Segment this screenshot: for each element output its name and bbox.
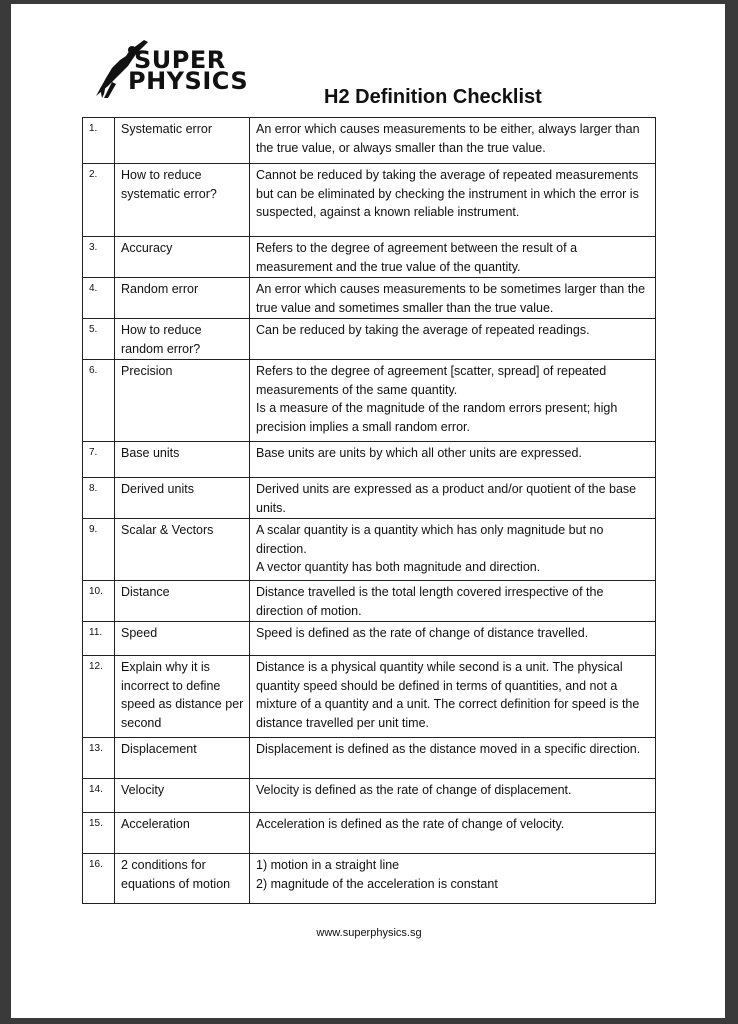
item-term: Accuracy: [115, 237, 250, 278]
definition-line: Base units are units by which all other units are expressed.: [256, 446, 582, 460]
item-term: Acceleration: [115, 813, 250, 854]
item-term: Speed: [115, 622, 250, 656]
item-number: 15.: [83, 813, 115, 854]
footer-url: www.superphysics.sg: [316, 927, 422, 939]
item-definition: [250, 118, 656, 164]
item-definition: [250, 319, 656, 360]
item-definition: [250, 478, 656, 519]
item-number: 11.: [83, 622, 115, 656]
definition-line: Distance is a physical quantity while second is a unit. The physical quantity speed should be defined in terms of quantities, and not a mixture of a quantity and a unit. The correct definition for speed is the distance travelled per unit time.: [256, 660, 640, 730]
item-term: How to reduce random error?: [115, 319, 250, 360]
item-number: 4.: [83, 278, 115, 319]
definition-line: Acceleration is defined as the rate of change of velocity.: [256, 817, 565, 831]
item-number: 7.: [83, 442, 115, 478]
table-row: [83, 622, 656, 656]
item-number: 6.: [83, 360, 115, 442]
item-number: 10.: [83, 581, 115, 622]
table-row: [83, 519, 656, 581]
definition-line: 2) magnitude of the acceleration is constant: [256, 876, 498, 891]
item-number: 16.: [83, 854, 115, 904]
item-number: 3.: [83, 237, 115, 278]
item-number: 1.: [83, 118, 115, 164]
item-definition: [250, 164, 656, 237]
definition-line: Refers to the degree of agreement between the result of a measurement and the true value of the quantity.: [256, 241, 578, 274]
item-term: Systematic error: [115, 118, 250, 164]
item-definition: [250, 622, 656, 656]
item-term: Derived units: [115, 478, 250, 519]
definition-line: 1) motion in a straight line: [256, 858, 400, 872]
item-number: 5.: [83, 319, 115, 360]
table-row: [83, 442, 656, 478]
definition-line: Velocity is defined as the rate of change of displacement.: [256, 783, 572, 797]
item-term: Precision: [115, 360, 250, 442]
table-row: [83, 779, 656, 813]
item-number: 13.: [83, 738, 115, 779]
item-term: Scalar & Vectors: [115, 519, 250, 581]
item-definition: [250, 237, 656, 278]
definition-line: A vector quantity has both magnitude and direction.: [256, 560, 541, 574]
item-definition: [250, 278, 656, 319]
item-definition: [250, 813, 656, 854]
item-definition: [250, 581, 656, 622]
logo-wordmark: [128, 46, 249, 95]
table-row: [83, 738, 656, 779]
item-term: How to reduce systematic error?: [115, 164, 250, 237]
item-definition: [250, 854, 656, 904]
super-physics-logo: [92, 38, 252, 100]
table-row: [83, 164, 656, 237]
definition-line: Refers to the degree of agreement [scatter, spread] of repeated measurements of the same quantity.: [256, 364, 607, 397]
item-term: Explain why it is incorrect to define speed as distance per second: [115, 656, 250, 738]
item-term: Velocity: [115, 779, 250, 813]
item-term: Random error: [115, 278, 250, 319]
page-title: H2 Definition Checklist: [324, 86, 542, 108]
definition-line: Is a measure of the magnitude of the random errors present; high precision implies a small random error.: [256, 401, 618, 434]
table-row: [83, 581, 656, 622]
definition-line: Derived units are expressed as a product and/or quotient of the base units.: [256, 482, 637, 515]
definition-line: Displacement is defined as the distance moved in a specific direction.: [256, 742, 641, 756]
table-row: [83, 813, 656, 854]
table-row: [83, 118, 656, 164]
definition-line: Cannot be reduced by taking the average of repeated measurements but can be eliminated by checking the instrument in which the error is suspected, against a known reliable instrument.: [256, 168, 639, 219]
item-number: 12.: [83, 656, 115, 738]
definition-line: Can be reduced by taking the average of repeated readings.: [256, 323, 590, 337]
item-number: 9.: [83, 519, 115, 581]
item-term: Base units: [115, 442, 250, 478]
definition-line: A scalar quantity is a quantity which has only magnitude but no direction.: [256, 523, 604, 556]
definition-line: An error which causes measurements to be sometimes larger than the true value and sometimes smaller than the true value.: [256, 282, 646, 315]
item-definition: [250, 779, 656, 813]
item-definition: [250, 519, 656, 581]
definition-table: [82, 117, 656, 904]
table-row: [83, 656, 656, 738]
table-row: [83, 319, 656, 360]
definition-line: Speed is defined as the rate of change of distance travelled.: [256, 626, 589, 640]
item-number: 14.: [83, 779, 115, 813]
item-term: Distance: [115, 581, 250, 622]
definition-line: An error which causes measurements to be either, always larger than the true value, or always smaller than the true value.: [256, 122, 640, 155]
table-row: [83, 360, 656, 442]
logo-line-super: SUPER: [134, 46, 226, 74]
table-row: [83, 278, 656, 319]
table-row: [83, 237, 656, 278]
table-row: [83, 478, 656, 519]
logo-line-physics: PHYSICS: [128, 67, 249, 95]
item-definition: [250, 738, 656, 779]
item-number: 2.: [83, 164, 115, 237]
item-number: 8.: [83, 478, 115, 519]
item-definition: [250, 656, 656, 738]
item-term: 2 conditions for equations of motion: [115, 854, 250, 904]
item-definition: [250, 360, 656, 442]
definition-line: Distance travelled is the total length covered irrespective of the direction of motion.: [256, 585, 604, 618]
table-row: [83, 854, 656, 904]
item-term: Displacement: [115, 738, 250, 779]
item-definition: [250, 442, 656, 478]
